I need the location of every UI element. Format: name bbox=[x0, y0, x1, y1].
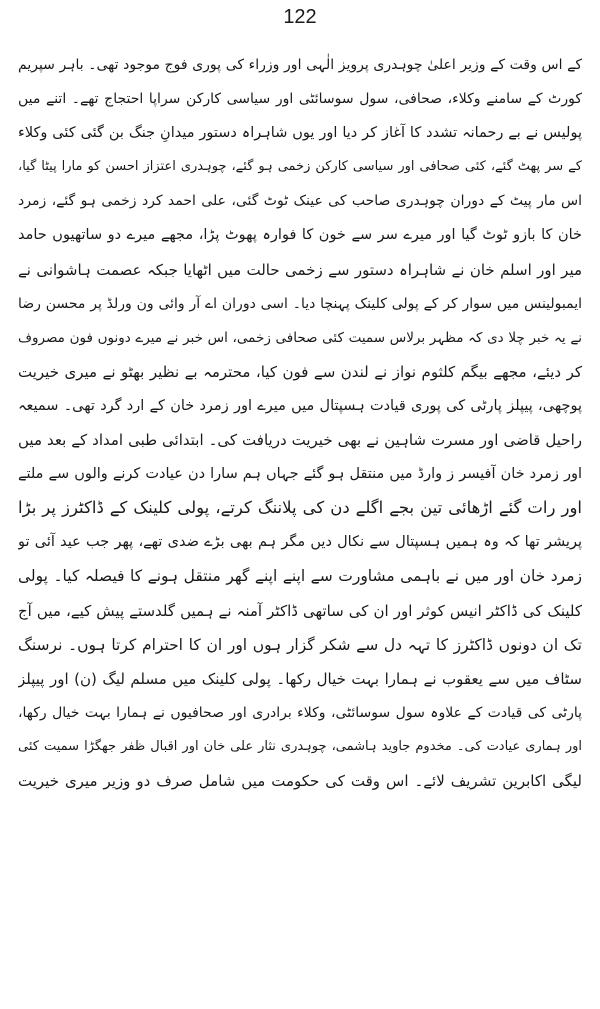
text-line: سٹاف میں سے یعقوب نے ہمارا بہت خیال رکھا۔ پولی کلینک میں مسلم لیگ (ن) اور پیپلز bbox=[18, 669, 582, 688]
text-line: زمرد خان اور میں نے باہمی مشاورت سے اپنے اپنے گھر منتقل ہونے کا فیصلہ کیا۔ پولی bbox=[18, 567, 582, 586]
text-line: کلینک کی ڈاکٹر انیس کوثر اور ان کی ساتھی ڈاکٹر آمنہ نے ہمیں گلدستے پیش کیے، میں آج bbox=[18, 601, 582, 620]
text-line: پارٹی کی قیادت کے علاوہ سول سوسائٹی، وکلاء برادری اور صحافیوں نے ہمارا بہت خیال رکھا، bbox=[18, 704, 582, 721]
page-number: 122 bbox=[283, 6, 317, 28]
text-line: کر دیئے، مجھے بیگم کلثوم نواز نے لندن سے فون کیا، محترمہ بے نظیر بھٹو نے میری خیریت bbox=[18, 362, 582, 381]
text-line: تک ان دونوں ڈاکٹرز کا تہہ دل سے شکر گزار ہوں اور ان کا احترام کرتا ہوں۔ نرسنگ bbox=[18, 635, 582, 654]
text-line: پوچھی، پیپلز پارٹی کی پوری قیادت ہسپتال میں میرے اور زمرد خان کے ارد گرد تھی۔ سمیعہ bbox=[18, 397, 582, 414]
text-line: اور ہماری عیادت کی۔ مخدوم جاوید ہاشمی، چوہدری نثار علی خان اور اقبال ظفر جھگڑا سمیت کئی bbox=[18, 738, 582, 754]
urdu-text-block bbox=[18, 48, 582, 798]
text-line: کے اس وقت کے وزیر اعلیٰ چوہدری پرویز الٰہی اور وزراء کی پوری فوج موجود تھی۔ باہر سپریم bbox=[18, 57, 582, 73]
text-line: لیگی اکابرین تشریف لائے۔ اس وقت کی حکومت میں شامل صرف دو وزیر میری خیریت bbox=[18, 771, 582, 790]
text-line: پریشر تھا کہ وہ ہمیں ہسپتال سے نکال دیں مگر ہم بھی بڑے ضدی تھے، پھر جب عید آئی تو bbox=[18, 534, 582, 551]
text-line: اور زمرد خان آفیسر ز وارڈ میں منتقل ہو گئے جہاں ہم سارا دن عیادت کرنے والوں سے ملتے bbox=[18, 466, 582, 483]
text-line: خان کا بازو ٹوٹ گیا اور میرے سر سے خون کا فوارہ پھوٹ پڑا، مجھے میرے دو ساتھیوں حامد bbox=[18, 227, 582, 244]
text-line: میر اور اسلم خان نے شاہراہ دستور سے زخمی حالت میں اٹھایا جبکہ عصمت ہاشوانی نے bbox=[18, 260, 582, 279]
text-line: کورٹ کے سامنے وکلاء، صحافی، سول سوسائٹی اور سیاسی کارکن سراپا احتجاج تھے۔ اتنے میں bbox=[18, 91, 582, 108]
text-line: اور رات گئے اڑھائی تین بجے اگلے دن کی پلاننگ کرتے، پولی کلینک کے ڈاکٹرز پر بڑا bbox=[18, 498, 582, 518]
text-line: نے یہ خبر چلا دی کہ مظہر برلاس سمیت کئی صحافی زخمی، اس خبر نے میرے دونوں فون مصروف bbox=[18, 329, 582, 346]
text-line: راحیل قاضی اور مسرت شاہین نے بھی خیریت دریافت کی۔ ابتدائی طبی امداد کے بعد میں bbox=[18, 431, 582, 450]
text-line: پولیس نے بے رحمانہ تشدد کا آغاز کر دیا اور یوں شاہراہ دستور میدانِ جنگ بن گئی کئی وکلاء bbox=[18, 125, 582, 142]
text-line: کے سر پھٹ گئے، کئی صحافی اور سیاسی کارکن زخمی ہو گئے، چوہدری اعتزاز احسن کو مارا پیٹا گیا، bbox=[18, 159, 582, 175]
text-line: ایمبولینس میں سوار کر کے پولی کلینک پہنچا دیا۔ اسی دوران اے آر وائی ون ورلڈ پر محسن رضا bbox=[18, 295, 582, 312]
text-line: اس مار پیٹ کے دوران چوہدری صاحب کی عینک ٹوٹ گئی، علی احمد کرد زخمی ہو گئے، زمرد bbox=[18, 193, 582, 210]
